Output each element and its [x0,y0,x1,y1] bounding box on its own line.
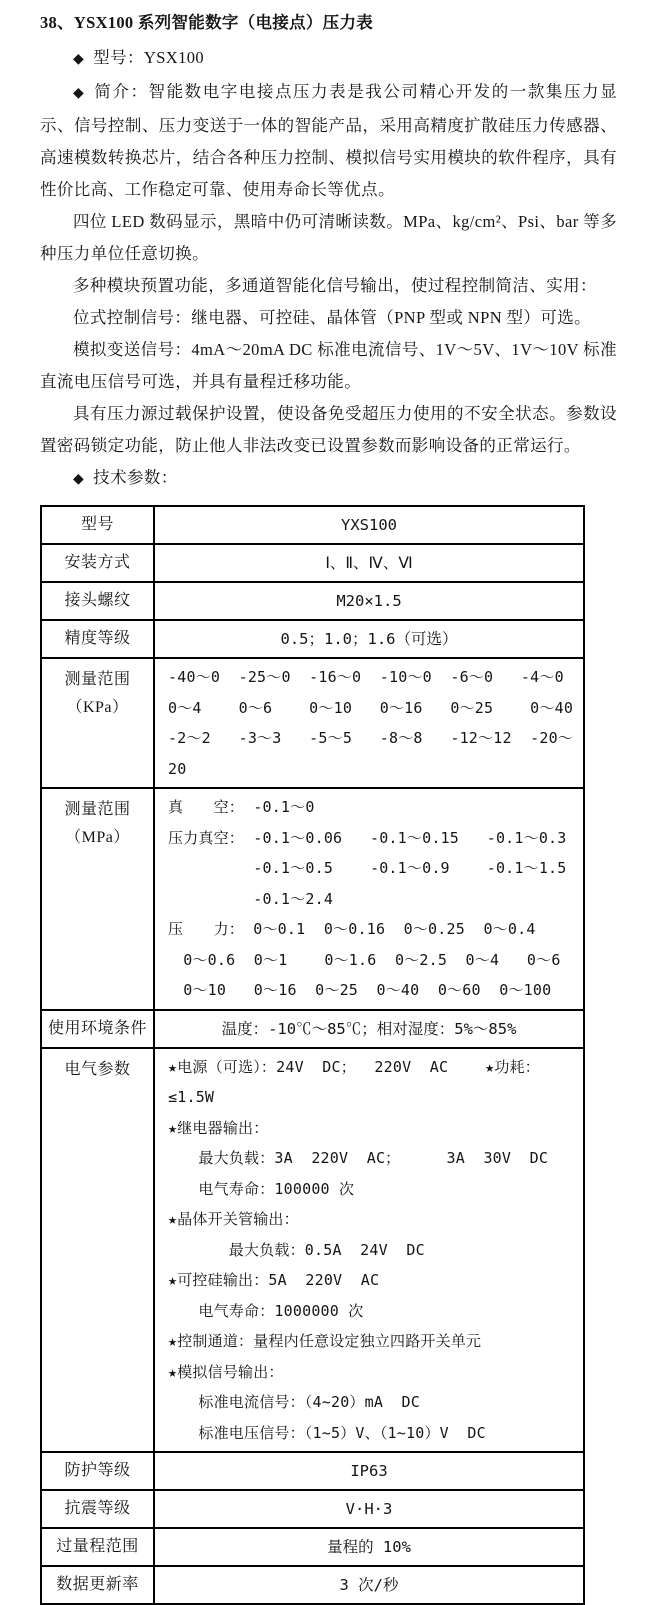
table-row [41,1566,584,1604]
table-row [41,506,584,544]
diamond-bullet-icon: ◆ [73,472,85,488]
paragraph-switch-control-signal: 位式控制信号：继电器、可控硅、晶体管（PNP 型或 NPN 型）可选。 [73,308,592,328]
diamond-bullet-icon: ◆ [73,86,86,102]
spec-value: 量程的 10% [154,1528,584,1566]
spec-value [154,658,584,788]
tech-params-heading [40,462,617,496]
table-row [41,544,584,582]
spec-label: 数据更新率 [41,1566,154,1604]
specs-table-body [41,506,584,1604]
tech-params-heading-text: 技术参数： [93,468,178,488]
table-row [41,1490,584,1528]
spec-value-line: 压力真空： -0.1～0.06 -0.1～0.15 -0.1～0.3 [168,828,567,847]
spec-value [154,1048,584,1453]
intro-text: 简介：智能数电字电接点压力表是我公司精心开发的一款集压力显示、信号控制、压力变送于一体的智能产品，采用高精度扩散硅压力传感器、高速模数转换芯片，结合各种压力控制、模拟信号实用模块的软件程序，具有性价比高、工作稳定可靠、使用寿命长等优点。 [40,82,617,200]
spec-value: M20×1.5 [154,582,584,620]
spec-value: 温度：-10℃～85℃；相对湿度：5%～85% [154,1010,584,1048]
spec-value-line: 真 空： -0.1～0 [168,798,315,817]
spec-value-line: 0～4 0～6 0～10 0～16 0～25 0～40 [168,698,574,717]
spec-value-line: ★晶体开关管输出： [168,1210,299,1229]
table-row [41,1010,584,1048]
spec-value-line: ★可控硅输出：5A 220V AC [168,1271,380,1290]
spec-value-line: -40～0 -25～0 -16～0 -10～0 -6～0 -4～0 [168,668,564,687]
spec-label: 过量程范围 [41,1528,154,1566]
spec-label: 测量范围 （KPa） [41,658,154,788]
spec-value-line: 标准电压信号：（1~5）V、（1~10）V DC [168,1423,486,1442]
intro-paragraph [40,76,617,206]
paragraph-led-display: 四位 LED 数码显示，黑暗中仍可清晰读数。MPa、kg/cm²、Psi、bar 等多种压力单位任意切换。 [40,212,617,264]
spec-label: 电气参数 [41,1048,154,1453]
spec-value-line: 最大负载：3A 220V AC； 3A 30V DC [168,1149,549,1168]
spec-value: Ⅰ、Ⅱ、Ⅳ、Ⅵ [154,544,584,582]
spec-label: 型号 [41,506,154,544]
spec-label: 精度等级 [41,620,154,658]
spec-value: 0.5；1.0；1.6（可选） [154,620,584,658]
spec-value [154,788,584,1010]
paragraph-analog-signal: 模拟变送信号：4mA～20mA DC 标准电流信号、1V～5V、1V～10V 标准直流电压信号可选，并具有量程迁移功能。 [40,340,617,392]
spec-label: 防护等级 [41,1452,154,1490]
spec-value-line: -0.1～0.5 -0.1～0.9 -0.1～1.5 [168,859,567,878]
spec-value-line: -0.1～2.4 [168,889,334,908]
paragraph-overload-protection: 具有压力源过载保护设置，使设备免受超压力使用的不安全状态。参数设置密码锁定功能，防止他人非法改变已设置参数而影响设备的正常运行。 [40,404,617,456]
table-row [41,1048,584,1453]
spec-label: 接头螺纹 [41,582,154,620]
paragraph-module-presets: 多种模块预置功能，多通道智能化信号输出，使过程控制简洁、实用： [73,276,597,296]
diamond-bullet-icon: ◆ [73,52,85,68]
model-text: 型号：YSX100 [93,48,205,68]
spec-value-line: -2～2 -3～3 -5～5 -8～8 -12～12 -20～20 [168,729,574,778]
table-row [41,788,584,1010]
table-row [41,620,584,658]
spec-label: 测量范围 （MPa） [41,788,154,1010]
spec-value-line: 0～0.6 0～1 0～1.6 0～2.5 0～4 0～6 [168,950,561,969]
spec-value-line: ★模拟信号输出： [168,1362,284,1381]
spec-value-line: ★控制通道：量程内任意设定独立四路开关单元 [168,1332,482,1351]
table-row [41,1452,584,1490]
spec-value-line: 电气寿命：1000000 次 [168,1301,364,1320]
table-row [41,1528,584,1566]
spec-value: YXS100 [154,506,584,544]
table-row [41,582,584,620]
spec-value-line: ★电源（可选）：24V DC； 220V AC ★功耗：≤1.5W [168,1057,541,1107]
spec-value: V·H·3 [154,1490,584,1528]
specs-table [40,505,585,1605]
spec-value-line: 电气寿命：100000 次 [168,1179,355,1198]
spec-label: 安装方式 [41,544,154,582]
spec-label: 使用环境条件 [41,1010,154,1048]
spec-value: 3 次/秒 [154,1566,584,1604]
spec-value-line: 最大负载：0.5A 24V DC [168,1240,425,1259]
section-title: 38、YSX100 系列智能数字（电接点）压力表 [40,13,374,32]
spec-value-line: ★继电器输出： [168,1118,269,1137]
table-row [41,658,584,788]
spec-value-line: 0～10 0～16 0～25 0～40 0～60 0～100 [168,981,552,1000]
spec-value: IP63 [154,1452,584,1490]
spec-value-line: 标准电流信号：（4~20）mA DC [168,1393,421,1412]
spec-value-line: 压 力： 0～0.1 0～0.16 0～0.25 0～0.4 [168,920,536,939]
model-line [40,42,617,76]
spec-label: 抗震等级 [41,1490,154,1528]
